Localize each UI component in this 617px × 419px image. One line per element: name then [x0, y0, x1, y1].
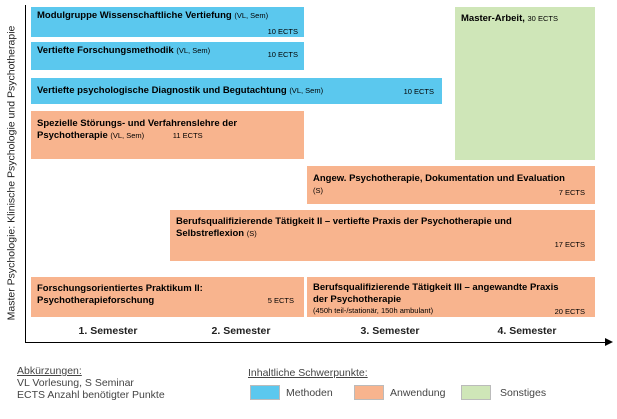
- module-forschungsmethodik: [30, 41, 305, 71]
- x-axis-arrow-icon: [605, 338, 613, 346]
- y-axis-title: [0, 0, 22, 345]
- x-axis-line: [25, 342, 607, 343]
- module-angewandte-psychotherapie: [306, 165, 596, 205]
- abbreviations-line2: ECTS Anzahl benötigter Punkte: [17, 389, 165, 401]
- module-note: (S): [313, 186, 323, 195]
- abbreviations-heading: Abkürzungen:: [17, 365, 82, 377]
- module-note: (VL, Sem): [110, 131, 145, 140]
- module-title: Vertiefte psychologische Diagnostik und Begutachtung: [37, 85, 287, 96]
- module-ects: 10 ECTS: [403, 87, 434, 96]
- module-note: (VL, Sem): [176, 46, 211, 55]
- module-diagnostik: [30, 77, 443, 105]
- module-berufsqualifizierende-taetigkeit-3: [306, 276, 596, 318]
- module-stoerungslehre: [30, 110, 305, 160]
- module-ects: 20 ECTS: [554, 307, 585, 316]
- semester-label-2: 2. Semester: [211, 325, 271, 337]
- module-berufsqualifizierende-taetigkeit-2: [169, 209, 596, 262]
- legend-label-methoden: Methoden: [286, 387, 333, 399]
- module-title: Modulgruppe Wissenschaftliche Vertiefung: [37, 10, 232, 21]
- module-title-line2: Selbstreflexion: [176, 228, 245, 239]
- semester-label-1: 1. Semester: [78, 325, 138, 337]
- module-title-line2: Psychotherapie: [37, 130, 108, 141]
- module-note: (450h teil-/stationär, 150h ambulant): [313, 306, 434, 315]
- module-title: Angew. Psychotherapie, Dokumentation und Evaluation: [313, 173, 565, 184]
- semester-label-4: 4. Semester: [497, 325, 557, 337]
- module-title-line1: Spezielle Störungs- und Verfahrenslehre der: [37, 118, 238, 129]
- module-ects: 10 ECTS: [267, 27, 298, 36]
- module-title-line1: Forschungsorientiertes Praktikum II:: [37, 283, 203, 294]
- module-wissenschaftliche-vertiefung: [30, 6, 305, 38]
- module-master-arbeit: [454, 6, 596, 161]
- module-ects: 30 ECTS: [527, 14, 558, 23]
- module-ects: 11 ECTS: [172, 131, 203, 140]
- legend-swatch-anwendung: [354, 385, 384, 400]
- legend-label-sonstiges: Sonstiges: [500, 387, 547, 399]
- module-ects: 17 ECTS: [554, 240, 585, 249]
- module-ects: 10 ECTS: [267, 50, 298, 59]
- abbreviations: [17, 365, 165, 401]
- abbreviations-line1: VL Vorlesung, S Seminar: [17, 377, 134, 389]
- y-axis-title-text: Master Psychologie: Klinische Psychologie und Psychotherapie: [5, 25, 17, 320]
- module-title-line2: der Psychotherapie: [313, 294, 402, 305]
- module-title: Master-Arbeit,: [461, 13, 525, 24]
- module-title: Vertiefte Forschungsmethodik: [37, 45, 174, 56]
- semester-label-3: 3. Semester: [360, 325, 420, 337]
- legend-label-anwendung: Anwendung: [390, 387, 446, 399]
- module-forschungsorientiertes-praktikum: [30, 276, 305, 318]
- legend-swatch-methoden: [250, 385, 280, 400]
- module-note: (S): [246, 229, 257, 238]
- y-axis-line: [25, 5, 26, 343]
- module-note: (VL, Sem): [289, 86, 324, 95]
- module-title-line1: Berufsqualifizierende Tätigkeit II – vertiefte Praxis der Psychotherapie und: [176, 216, 512, 227]
- legend-swatch-sonstiges: [461, 385, 491, 400]
- module-title-line2: Psychotherapieforschung: [37, 295, 155, 306]
- module-ects: 7 ECTS: [558, 188, 585, 197]
- module-note: (VL, Sem): [234, 11, 269, 20]
- legend-heading: Inhaltliche Schwerpunkte:: [248, 367, 368, 379]
- module-ects: 5 ECTS: [267, 296, 294, 305]
- module-title-line1: Berufsqualifizierende Tätigkeit III – angewandte Praxis: [313, 282, 559, 293]
